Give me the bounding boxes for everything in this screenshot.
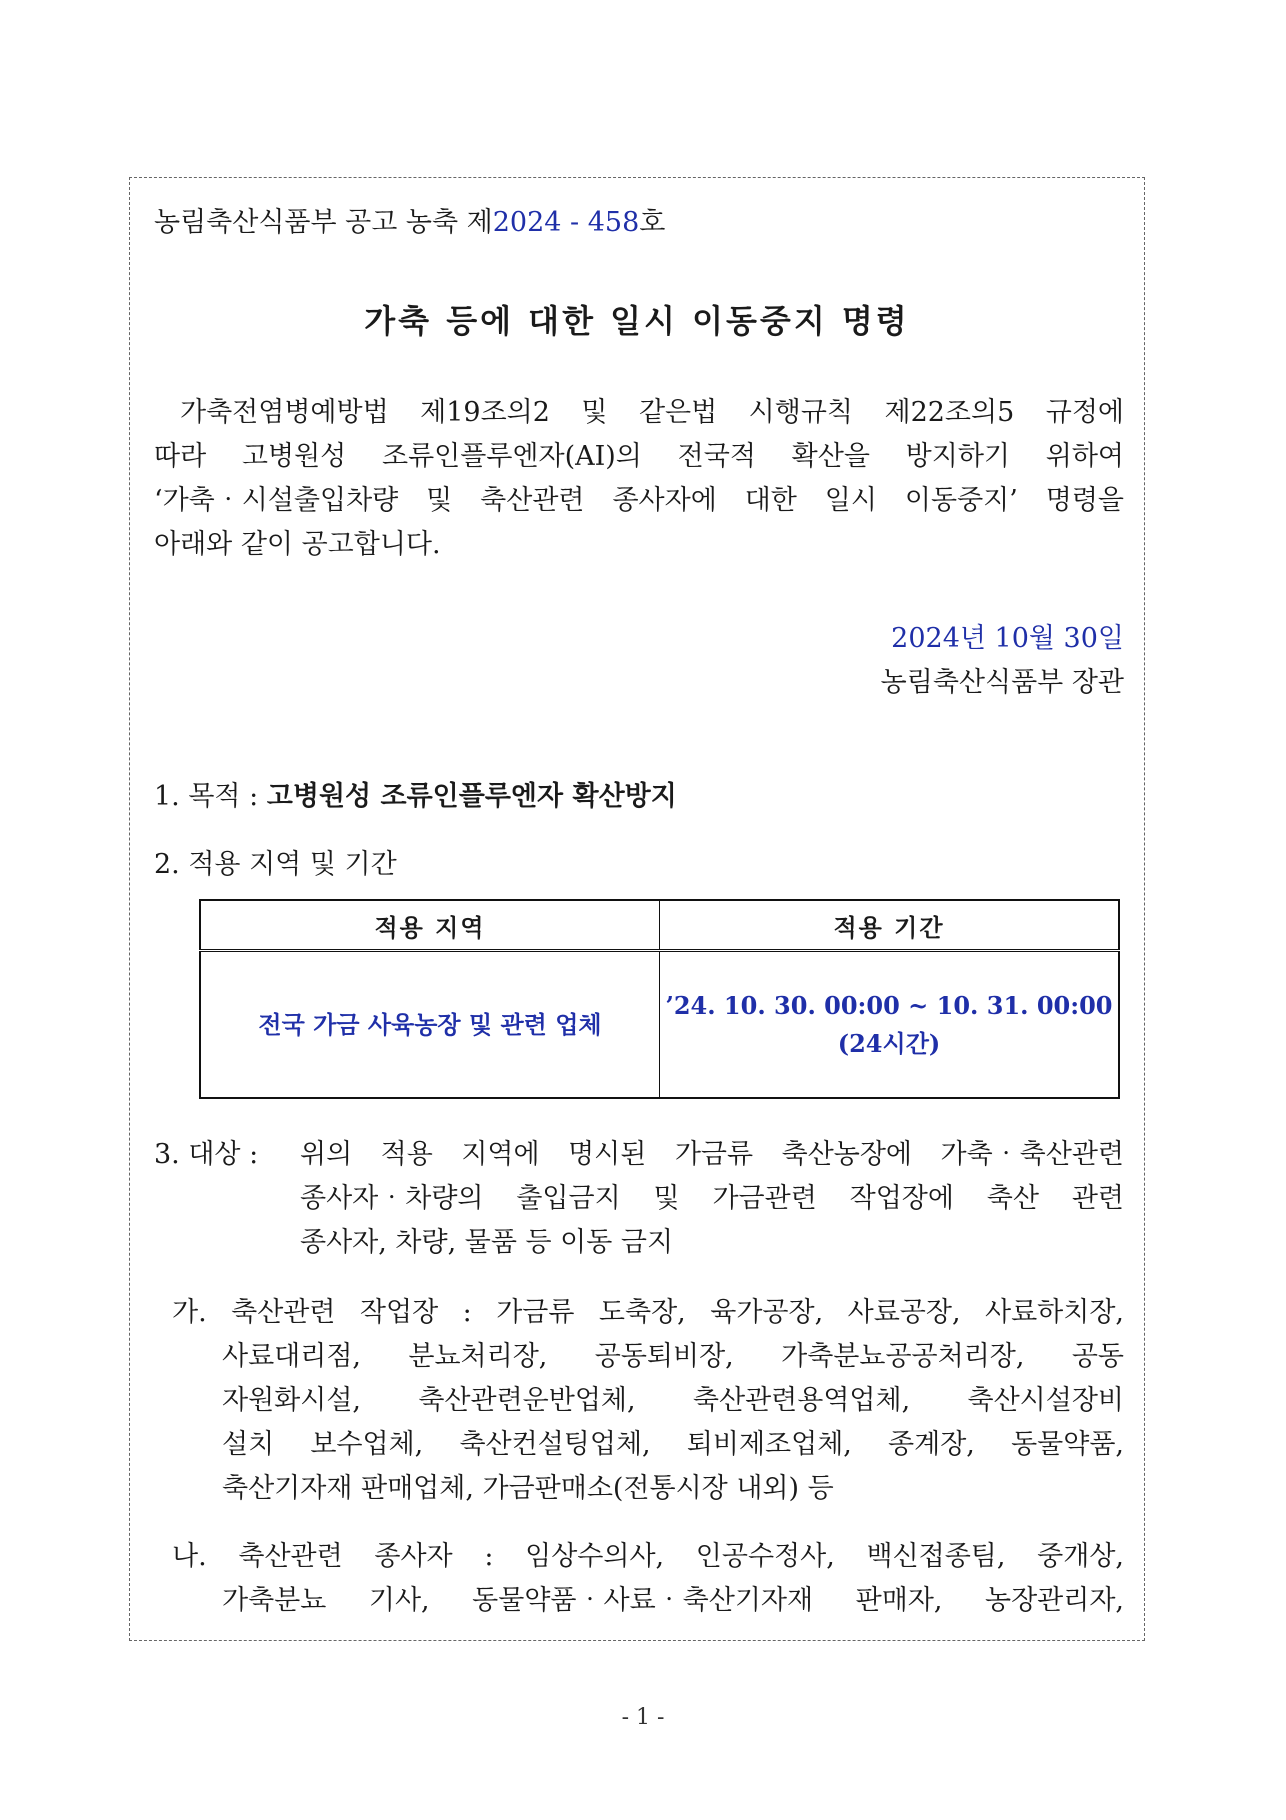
period-range: ’24. 10. 30. 00:00 ~ 10. 31. 00:00 — [665, 990, 1113, 1020]
item-ga-line-1: 가. 축산관련 작업장 : 가금류 도축장, 육가공장, 사료공장, 사료하치장, — [172, 1297, 1124, 1328]
section-purpose-label: 1. 목적 : — [154, 781, 267, 812]
intro-line-1: 가축전염병예방법 제19조의2 및 같은법 시행규칙 제22조의5 규정에 — [180, 397, 1124, 428]
intro-line-2: 따라 고병원성 조류인플루엔자(AI)의 전국적 확산을 방지하기 위하여 — [154, 441, 1124, 472]
header-region: 적용 지역 — [200, 900, 660, 951]
notice-date: 2024년 10월 30일 — [891, 623, 1124, 654]
table-row — [200, 951, 1119, 1099]
issuer: 농림축산식품부 장관 — [880, 667, 1124, 698]
cell-region: 전국 가금 사육농장 및 관련 업체 — [200, 951, 660, 1099]
table-header-row — [200, 900, 1119, 951]
cell-period — [660, 951, 1120, 1099]
notice-number — [154, 206, 665, 240]
page-title: 가축 등에 대한 일시 이동중지 명령 — [364, 302, 910, 340]
section-target-line-3: 종사자, 차량, 물품 등 이동 금지 — [300, 1227, 674, 1258]
region-period-table — [199, 899, 1120, 1099]
page-number: - 1 - — [621, 1705, 665, 1730]
section-purpose-value: 고병원성 조류인플루엔자 확산방지 — [266, 781, 677, 812]
notice-prefix: 농림축산식품부 공고 농축 제 — [154, 207, 493, 238]
intro-line-4: 아래와 같이 공고합니다. — [154, 529, 441, 560]
item-ga-line-3: 자원화시설, 축산관련운반업체, 축산관련용역업체, 축산시설장비 — [222, 1385, 1124, 1416]
intro-line-3: ‘가축‧시설출입차량 및 축산관련 종사자에 대한 일시 이동중지’ 명령을 — [154, 485, 1124, 516]
notice-suffix: 호 — [639, 207, 666, 238]
header-period: 적용 기간 — [660, 900, 1120, 951]
item-na-line-1: 나. 축산관련 종사자 : 임상수의사, 인공수정사, 백신접종팀, 중개상, — [172, 1541, 1124, 1572]
item-ga-line-5: 축산기자재 판매업체, 가금판매소(전통시장 내외) 등 — [222, 1473, 834, 1504]
section-target-line-2: 종사자‧차량의 출입금지 및 가금관련 작업장에 축산 관련 — [300, 1183, 1124, 1214]
period-duration: (24시간) — [837, 1028, 941, 1058]
section-target-label: 3. 대상 : — [154, 1139, 259, 1170]
notice-number-value: 2024 - 458 — [492, 207, 640, 238]
section-purpose — [154, 780, 677, 814]
item-ga-line-2: 사료대리점, 분뇨처리장, 공동퇴비장, 가축분뇨공공처리장, 공동 — [222, 1341, 1124, 1372]
item-ga-line-4: 설치 보수업체, 축산컨설팅업체, 퇴비제조업체, 종계장, 동물약품, — [222, 1429, 1124, 1460]
section-region-period: 2. 적용 지역 및 기간 — [154, 849, 397, 880]
item-na-line-2: 가축분뇨 기사, 동물약품‧사료‧축산기자재 판매자, 농장관리자, — [222, 1585, 1124, 1616]
section-target-line-1: 위의 적용 지역에 명시된 가금류 축산농장에 가축‧축산관련 — [300, 1139, 1124, 1170]
